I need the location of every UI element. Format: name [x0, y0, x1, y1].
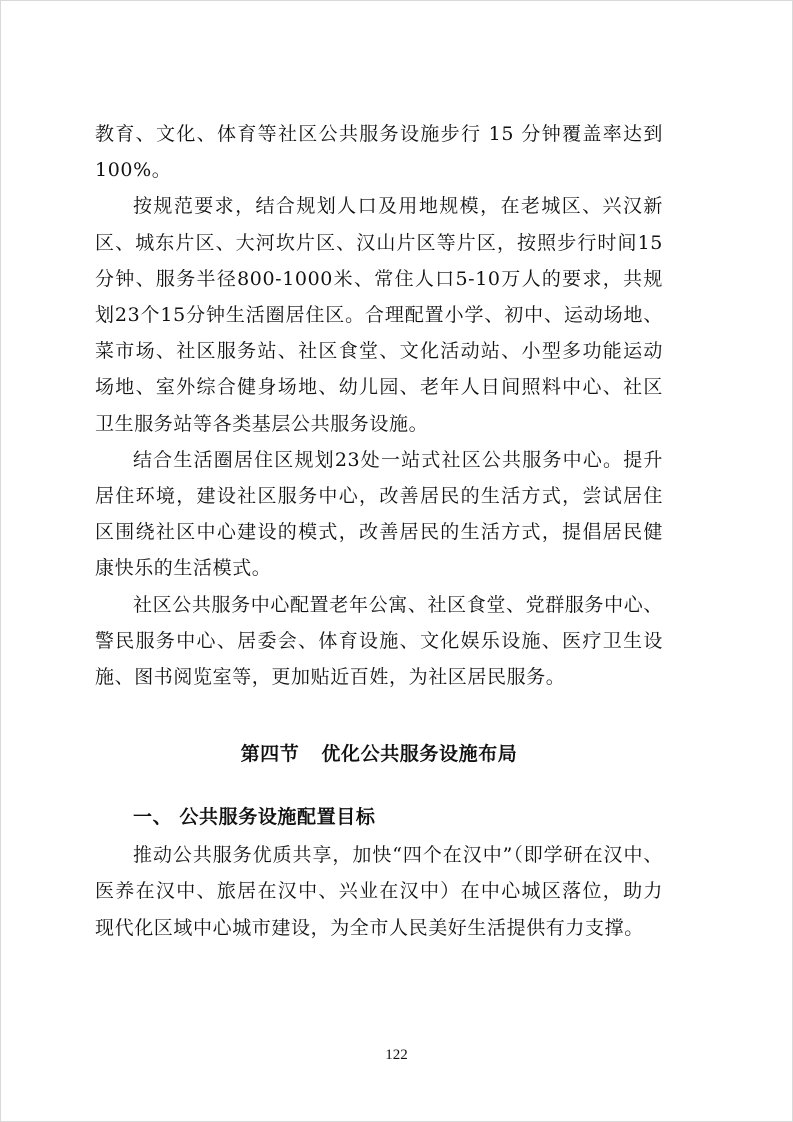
paragraph-community-center: 结合生活圈居住区规划23处一站式社区公共服务中心。提升居住环境，建设社区服务中心，改善居民的生活方式，尝试居住区围绕社区中心建设的模式，改善居民的生活方式，提倡居民健康快乐的生活模式。: [95, 448, 663, 580]
page-number: 122: [385, 1047, 408, 1063]
paragraph-service-goal: 推动公共服务优质共享，加快“四个在汉中”（即学研在汉中、医养在汉中、旅居在汉中、兴业在汉中）在中心城区落位，助力现代化区域中心城市建设，为全市人民美好生活提供有力支撑。: [95, 844, 663, 939]
paragraph-living-circle-plan: 按规范要求，结合规划人口及用地规模，在老城区、兴汉新区、城东片区、大河坎片区、汉山片区等片区，按照步行时间15分钟、服务半径800-1000米、常住人口5-10万人的要求，共规划23个15分钟生活圈居住区。合理配置小学、初中、运动场地、菜市场、社区服务站、社区食堂、文化活动站、小型多功能运动场地、室外综合健身场地、幼儿园、老年人日间照料中心、社区卫生服务站等各类基层公共服务设施。: [95, 195, 663, 435]
paragraph-coverage-rate: 教育、文化、体育等社区公共服务设施步行 15 分钟覆盖率达到100%。: [95, 123, 663, 182]
paragraph-center-facilities: 社区公共服务中心配置老年公寓、社区食堂、党群服务中心、警民服务中心、居委会、体育设施、文化娱乐设施、医疗卫生设施、图书阅览室等，更加贴近百姓，为社区居民服务。: [95, 593, 663, 689]
section-heading: [95, 739, 663, 769]
document-body: [95, 116, 663, 946]
section-number: 第四节: [240, 743, 300, 766]
subsection-heading: 一、 公共服务设施配置目标: [133, 806, 376, 829]
section-title: 优化公共服务设施布局: [321, 743, 518, 766]
